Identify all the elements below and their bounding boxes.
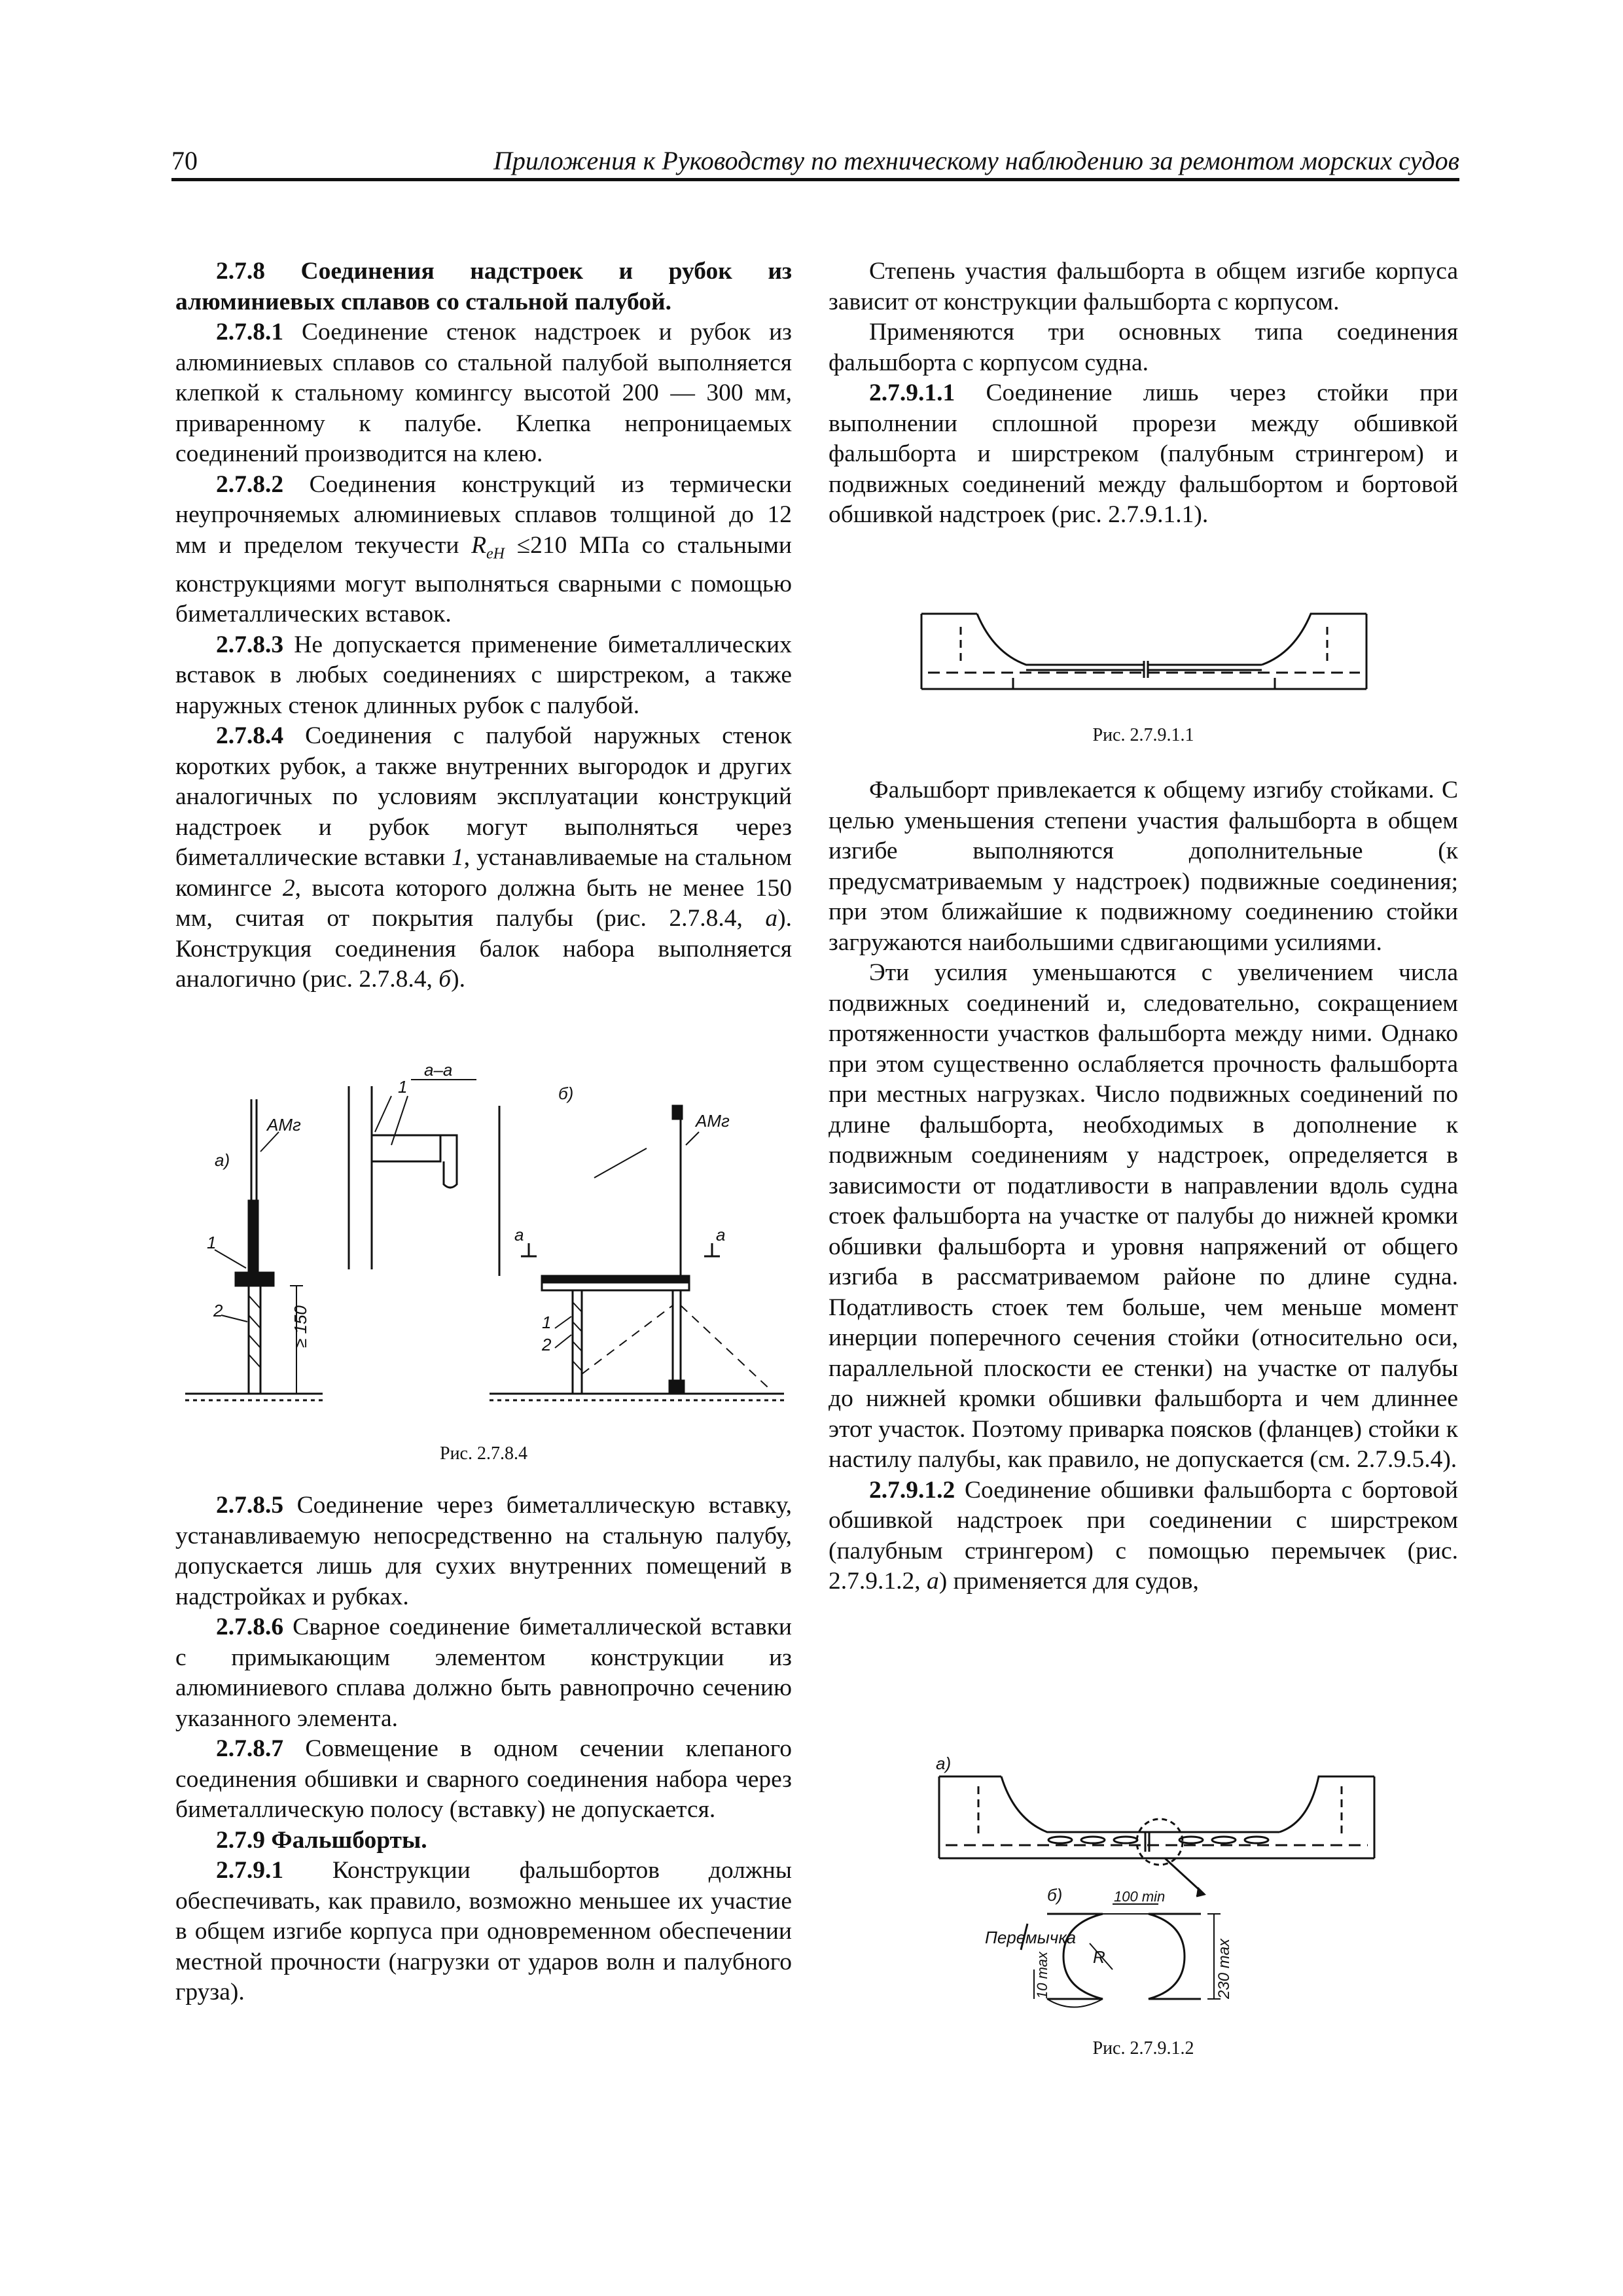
paragraph-three-types: Применяются три основных типа соединения фальшборта с корпусом судна.	[829, 319, 1458, 376]
paragraph-forces: Эти усилия уменьшаются с увеличением числа подвижных соединений и, следовательно, сокращением протяженности участков фальшборта между ними. Однако при этом существенно ослабляется прочность фальшборта при местных нагрузках. Число подвижных соединений по длине фальшборта, необходимых в дополнение к подвижным соединениям у надстроек, определяется в зависимости от податливости в направлении вдоль судна стоек фальшборта на участке от палубы до нижней кромки обшивки фальшборта и уровня напряжений от общего изгиба в рассматриваемом районе по длине судна. Податливость стоек тем больше, чем меньше момент инерции поперечного сечения стойки (относительно оси, параллельной плоскости ее стенки) на участке от палубы до нижней кромки обшивки фальшборта и чем длиннее этот участок. Поэтому приварка поясков (фланцев) стойки к настилу палубы, как правило, не допускается (см. 2.7.9.5.4).	[829, 959, 1458, 1473]
paragraph-participation: Степень участия фальшборта в общем изгибе корпуса зависит от конструкции фальшборта с корпусом.	[829, 258, 1458, 315]
paragraph-2-7-8-5: 2.7.8.5 Соединение через биметаллическую вставку, устанавливаемую непосредственно на стальную палубу, допускается лишь для сухих внутренних помещений в надстройках и рубках.	[175, 1492, 792, 1610]
fig-label-one-b: 1	[542, 1313, 552, 1332]
fig-label-b: б)	[558, 1084, 574, 1103]
fig2-label-a: а)	[936, 1754, 952, 1773]
fig-label-one-a: 1	[207, 1233, 217, 1252]
running-header-title: Приложения к Руководству по техническому наблюдению за ремонтом морских судов	[493, 146, 1459, 175]
paragraph-2-7-8-1: 2.7.8.1 Соединение стенок надстроек и рубок из алюминиевых сплавов со стальной палубой выполняется клепкой к стальному комингсу высотой 200 — 300 мм, приваренному к палубе. Клепка непроницаемых соединений производится на клею.	[175, 319, 792, 467]
figure-caption-2-7-9-1-2: Рис. 2.7.9.1.2	[1092, 2038, 1194, 2058]
fig2-label-10: 10 max	[1034, 1951, 1050, 1999]
fig-label-h150: ≥ 150	[291, 1305, 310, 1348]
fig2-label-r: R	[1093, 1947, 1105, 1967]
fig-label-one-section: 1	[398, 1077, 408, 1097]
header-rule	[171, 178, 1459, 181]
right-column-middle	[829, 775, 1458, 1597]
section-heading-2-7-8: 2.7.8 Соединения надстроек и рубок из алюминиевых сплавов со стальной палубой.	[175, 258, 792, 315]
fig-label-two-a: 2	[213, 1301, 223, 1320]
fig2-label-230: 230 max	[1215, 1938, 1233, 1999]
paragraph-2-7-8-7: 2.7.8.7 Совмещение в одном сечении клепаного соединения обшивки и сварного соединения набора через биметаллическую полосу (вставку) не допускается.	[175, 1735, 792, 1823]
paragraph-2-7-8-6: 2.7.8.6 Сварное соединение биметаллической вставки с примыкающим элементом конструкции из алюминиевого сплава должно быть равнопрочно сечению указанного элемента.	[175, 1614, 792, 1732]
page-number: 70	[171, 146, 198, 175]
left-column-top	[175, 256, 792, 995]
figure-2-7-8-4	[175, 1060, 791, 1426]
fig2-label-b: б)	[1047, 1885, 1063, 1905]
figure-2-7-9-1-2	[916, 1754, 1387, 2028]
fig-label-a: а)	[215, 1150, 230, 1170]
figure-caption-2-7-9-1-1: Рис. 2.7.9.1.1	[1092, 725, 1194, 745]
fig-label-amg-a: АМг	[267, 1115, 301, 1135]
fig-label-cut-right: а	[716, 1225, 726, 1245]
fig2-label-peremychka: Перемычка	[985, 1928, 1077, 1947]
fig-label-cut-left: а	[514, 1225, 524, 1245]
paragraph-falshbort-bending: Фальшборт привлекается к общему изгибу стойками. С целью уменьшения степени участия фальшборта в общем изгибе выполняются дополнительные (к предусматриваемым у надстроек) подвижные соединения; при этом ближайшие к подвижному соединению стойки загружаются наибольшими сдвигающими усилиями.	[829, 777, 1458, 956]
paragraph-2-7-9-1-1: 2.7.9.1.1 Соединение лишь через стойки при выполнении сплошной прорези между обшивкой фальшборта и ширстреком (палубным стрингером) и подвижных соединений между фальшбортом и бортовой обшивкой надстроек (рис. 2.7.9.1.1).	[829, 380, 1458, 528]
fig-label-section: а–а	[424, 1060, 453, 1080]
figure-2-7-9-1-1	[915, 607, 1373, 699]
fig-label-two-b: 2	[542, 1335, 552, 1354]
figure-caption-2-7-8-4: Рис. 2.7.8.4	[440, 1443, 527, 1464]
left-column-bottom	[175, 1491, 792, 2008]
paragraph-2-7-8-3: 2.7.8.3 Не допускается применение биметаллических вставок в любых соединениях с ширстреком, а также наружных стенок длинных рубок с палубой.	[175, 631, 792, 719]
paragraph-2-7-9-1: 2.7.9.1 Конструкции фальшбортов должны обеспечивать, как правило, возможно меньшее их участие в общем изгибе корпуса при одновременном обеспечении местной прочности (нагрузки от ударов волн и палубного груза).	[175, 1857, 792, 2005]
fig-label-amg-b: АМг	[696, 1111, 730, 1131]
fig2-label-100: 100 min	[1114, 1888, 1166, 1905]
paragraph-2-7-8-4: 2.7.8.4 Соединения с палубой наружных стенок коротких рубок, а также внутренних выгородок и других аналогичных по условиям эксплуатации конструкций надстроек и рубок могут выполняться через биметаллические вставки 1, устанавливаемые на стальном комингсе 2, высота которого должна быть не менее 150 мм, считая от покрытия палубы (рис. 2.7.8.4, а). Конструкция соединения балок набора выполняется аналогично (рис. 2.7.8.4, б).	[175, 722, 792, 993]
paragraph-2-7-9-1-2: 2.7.9.1.2 Соединение обшивки фальшборта с бортовой обшивкой надстроек при соединении с ширстреком (палубным стрингером) с помощью перемычек (рис. 2.7.9.1.2, а) применяется для судов,	[829, 1476, 1458, 1595]
right-column-top	[829, 256, 1458, 531]
section-heading-2-7-9: 2.7.9 Фальшборты.	[216, 1826, 427, 1854]
paragraph-2-7-8-2: 2.7.8.2 Соединения конструкций из термически неупрочняемых алюминиевых сплавов толщиной до 12 мм и пределом текучести $R_{eH} \le 210$ МПа со стальными конструкциями могут выполняться сварными с помощью биметаллических вставок.	[175, 470, 792, 627]
